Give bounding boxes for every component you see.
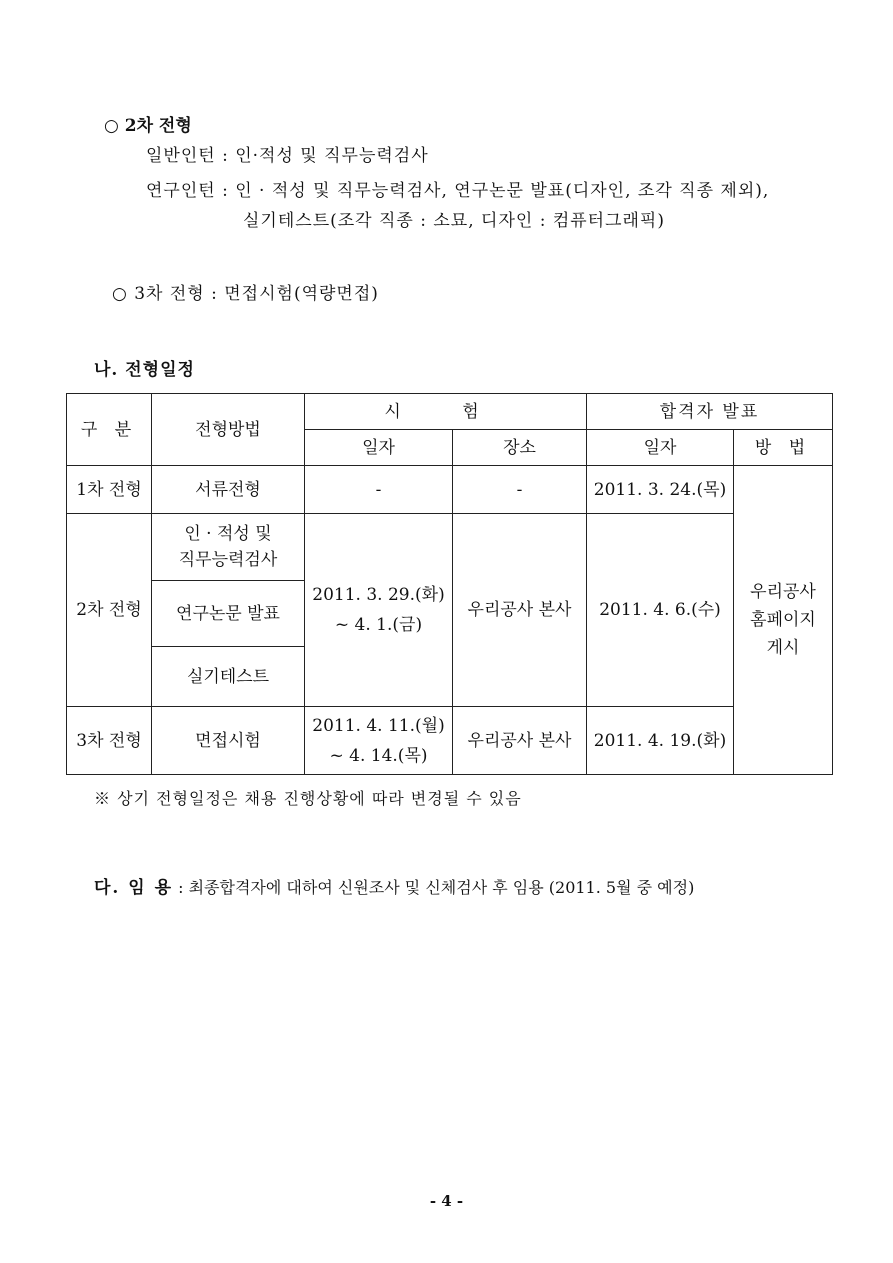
announce-method-line1: 우리공사	[750, 582, 816, 602]
header-category: 구 분	[67, 394, 152, 466]
stage2-research-intern-line2: 실기테스트(조각 직종 : 소묘, 디자인 : 컴퓨터그래픽)	[243, 211, 665, 231]
row2-method-a-line1: 인 · 적성 및	[184, 524, 272, 544]
header-method: 전형방법	[152, 394, 305, 466]
announce-method-cell	[734, 466, 833, 775]
row2-method-b: 연구논문 발표	[152, 581, 305, 647]
row2-method-c: 실기테스트	[152, 647, 305, 707]
section-appointment-text: : 최종합격자에 대하여 신원조사 및 신체검사 후 임용 (2011. 5월 중 예정)	[173, 878, 695, 897]
stage2-general-intern: 일반인턴 : 인·적성 및 직무능력검사	[146, 146, 429, 166]
table-row	[67, 466, 833, 514]
stage3-heading: ○ 3차 전형 : 면접시험(역량면접)	[112, 284, 379, 304]
row3-announce-date: 2011. 4. 19.(화)	[587, 707, 734, 775]
page-number: - 4 -	[429, 1192, 464, 1210]
header-exam-date: 일자	[305, 430, 453, 466]
row2-exam-date	[305, 514, 453, 707]
header-announce: 합격자 발표	[587, 394, 833, 430]
table-header-row	[67, 394, 833, 430]
row1-method: 서류전형	[152, 466, 305, 514]
row3-exam-date-line2: ~ 4. 14.(목)	[329, 745, 428, 766]
header-exam-place: 장소	[453, 430, 587, 466]
row2-announce-date: 2011. 4. 6.(수)	[587, 514, 734, 707]
table-row	[67, 514, 833, 581]
row3-exam-date	[305, 707, 453, 775]
row3-category: 3차 전형	[67, 707, 152, 775]
section-schedule-title: 나. 전형일정	[94, 360, 195, 380]
section-appointment-title: 다. 임 용	[94, 878, 174, 898]
row1-exam-date: -	[305, 466, 453, 514]
schedule-note: ※ 상기 전형일정은 채용 진행상황에 따라 변경될 수 있음	[94, 789, 522, 808]
header-announce-date: 일자	[587, 430, 734, 466]
row3-method: 면접시험	[152, 707, 305, 775]
announce-method-line2: 홈페이지	[750, 610, 816, 630]
row1-exam-place: -	[453, 466, 587, 514]
row2-exam-place: 우리공사 본사	[453, 514, 587, 707]
schedule-table	[66, 393, 833, 775]
table-row	[67, 707, 833, 775]
row2-method-a-line2: 직무능력검사	[178, 550, 278, 570]
announce-method-line3: 게시	[766, 638, 800, 658]
row3-exam-place: 우리공사 본사	[453, 707, 587, 775]
row1-category: 1차 전형	[67, 466, 152, 514]
row3-exam-date-line1: 2011. 4. 11.(월)	[312, 715, 445, 736]
stage2-heading: ○ 2차 전형	[104, 116, 192, 136]
row2-exam-date-line1: 2011. 3. 29.(화)	[312, 585, 445, 605]
header-exam: 시 험	[305, 394, 587, 430]
row2-method-a	[152, 514, 305, 581]
row2-category: 2차 전형	[67, 514, 152, 707]
header-announce-method: 방 법	[734, 430, 833, 466]
row1-announce-date: 2011. 3. 24.(목)	[587, 466, 734, 514]
stage2-research-intern-line1: 연구인턴 : 인 · 적성 및 직무능력검사, 연구논문 발표(디자인, 조각 직종 제외),	[146, 181, 770, 201]
appointment-line	[94, 877, 694, 899]
row2-exam-date-line2: ~ 4. 1.(금)	[334, 615, 423, 635]
